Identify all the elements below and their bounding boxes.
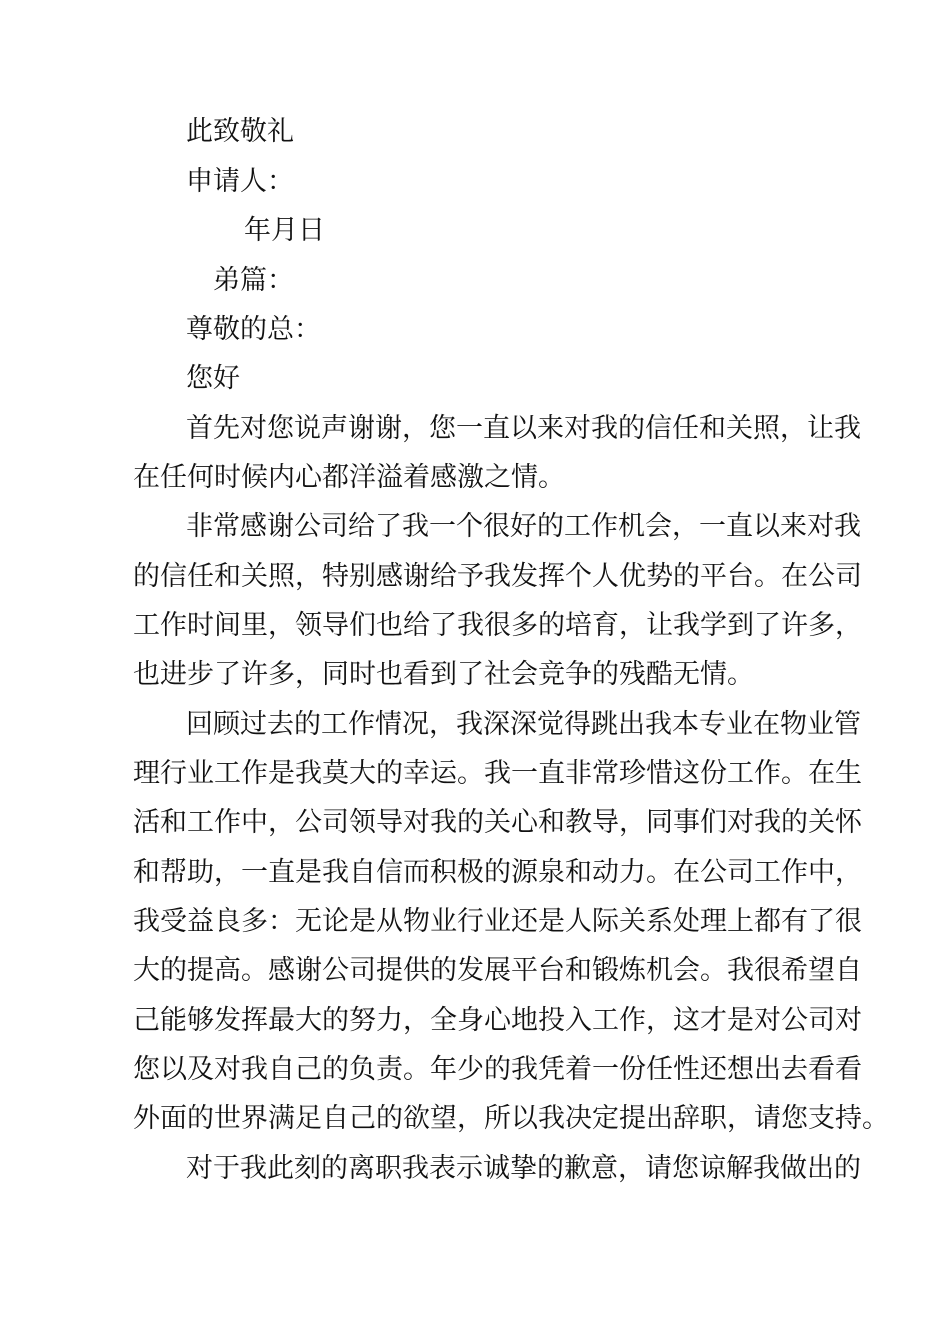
body-line-15: 外面的世界满足自己的欲望，所以我决定提出辞职，请您支持。 — [133, 1103, 889, 1134]
section-label: 弟篇： — [213, 265, 294, 296]
salutation-line: 尊敬的总： — [186, 314, 321, 345]
body-line-12: 大的提高。感谢公司提供的发展平台和锻炼机会。我很希望自 — [133, 955, 862, 986]
greeting-line: 您好 — [186, 363, 240, 394]
body-line-11: 我受益良多：无论是从物业行业还是人际关系处理上都有了很 — [133, 906, 862, 937]
date-label: 年月日 — [244, 215, 325, 246]
body-line-13: 己能够发挥最大的努力，全身心地投入工作，这才是对公司对 — [133, 1005, 862, 1036]
applicant-label: 申请人： — [186, 166, 294, 197]
body-line-10: 和帮助，一直是我自信而积极的源泉和动力。在公司工作中， — [133, 857, 862, 888]
closing-line: 此致敬礼 — [186, 116, 294, 147]
body-line-2: 在任何时候内心都洋溢着感激之情。 — [133, 462, 565, 493]
body-line-3: 非常感谢公司给了我一个很好的工作机会，一直以来对我 — [186, 511, 861, 542]
body-line-16: 对于我此刻的离职我表示诚挚的歉意，请您谅解我做出的 — [186, 1153, 861, 1184]
body-line-14: 您以及对我自己的负责。年少的我凭着一份任性还想出去看看 — [133, 1054, 862, 1085]
body-line-7: 回顾过去的工作情况，我深深觉得跳出我本专业在物业管 — [186, 709, 861, 740]
body-line-8: 理行业工作是我莫大的幸运。我一直非常珍惜这份工作。在生 — [133, 758, 862, 789]
body-line-6: 也进步了许多，同时也看到了社会竞争的残酷无情。 — [133, 659, 754, 690]
body-line-5: 工作时间里，领导们也给了我很多的培育，让我学到了许多， — [133, 610, 862, 641]
body-line-1: 首先对您说声谢谢，您一直以来对我的信任和关照，让我 — [186, 413, 861, 444]
body-line-4: 的信任和关照，特别感谢给予我发挥个人优势的平台。在公司 — [133, 561, 862, 592]
body-line-9: 活和工作中，公司领导对我的关心和教导，同事们对我的关怀 — [133, 807, 862, 838]
